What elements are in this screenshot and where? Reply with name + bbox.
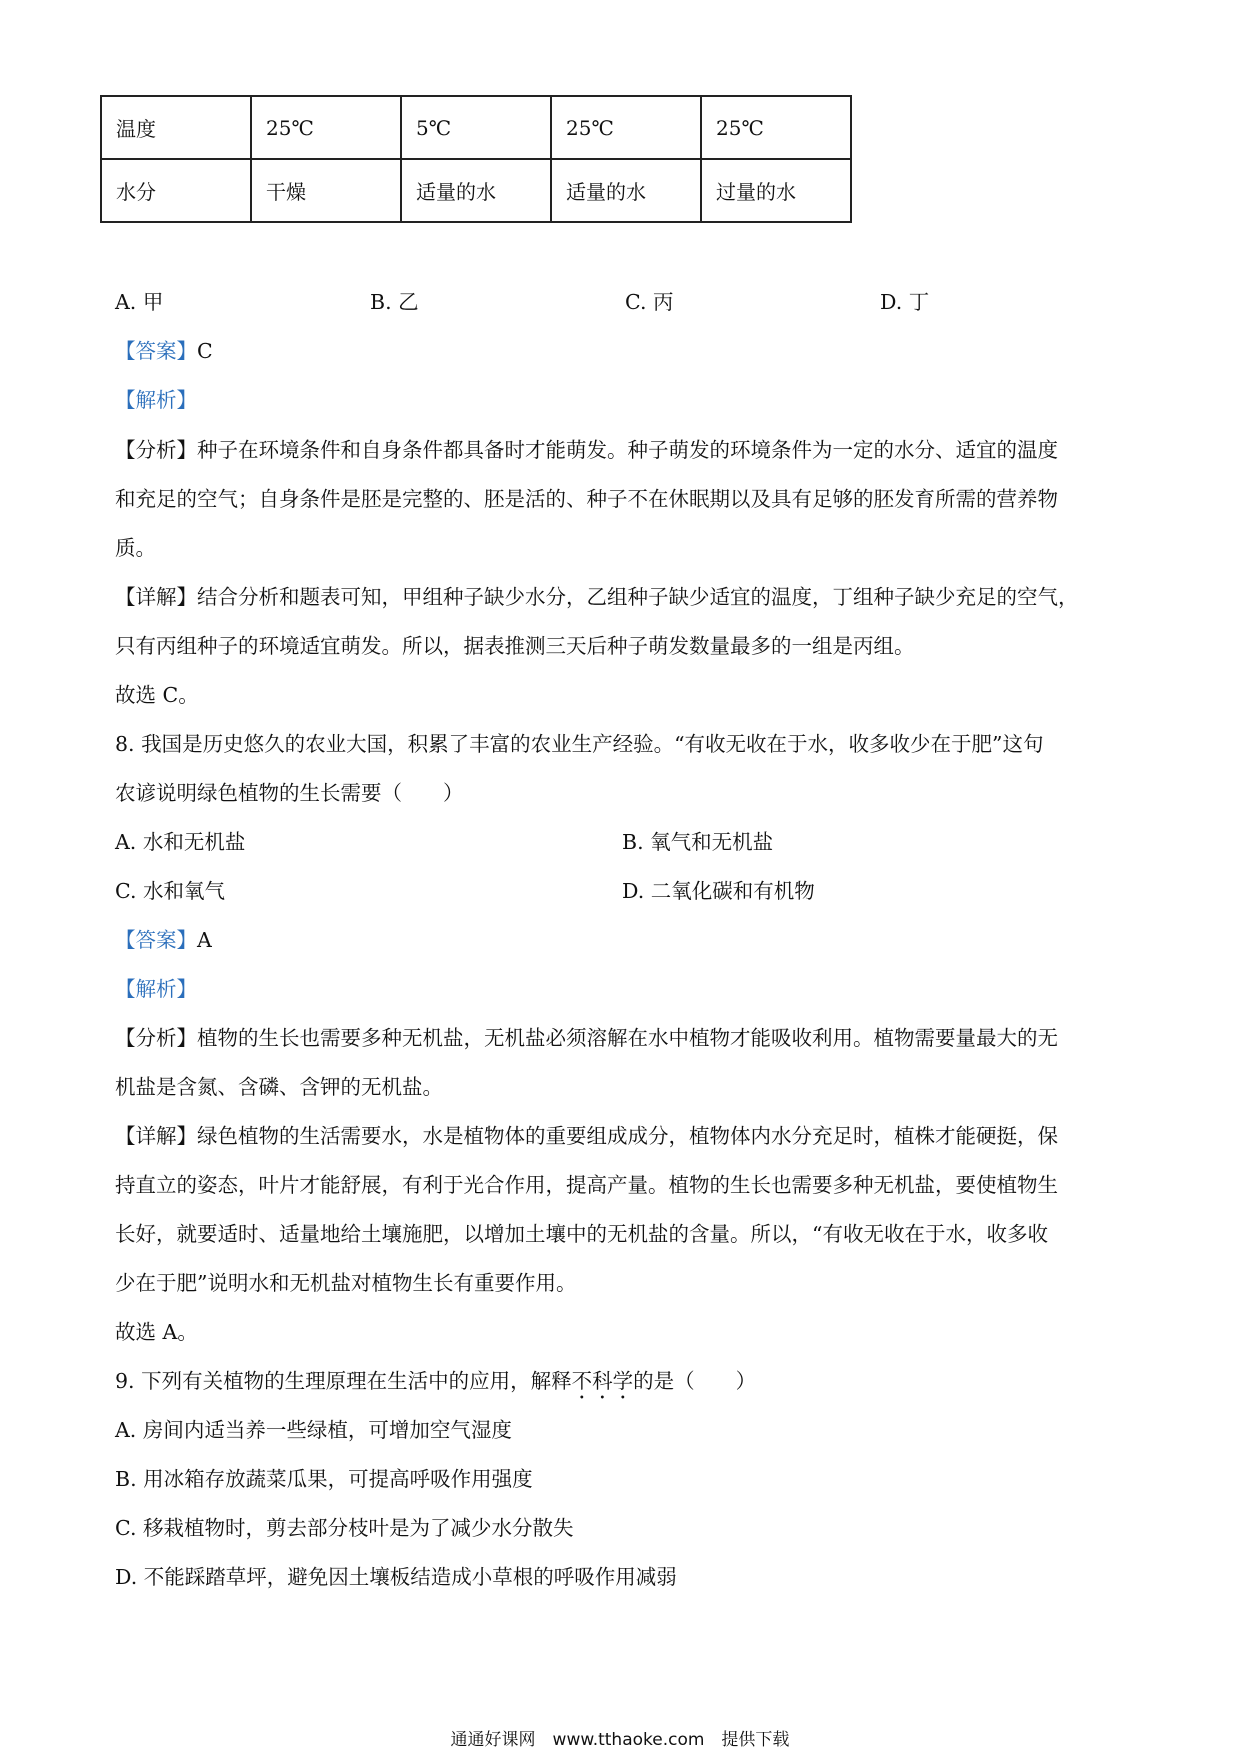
q8-xiangjie-line-3: 长好，就要适时、适量地给土壤施肥，以增加土壤中的无机盐的含量。所以，“有收无收在于水，收多收 [115, 1222, 1048, 1246]
table-cell: 25℃ [251, 96, 401, 159]
answer-value: C [197, 339, 213, 363]
stem-text: 的是（ ） [633, 1369, 757, 1393]
q7-option-b: B. 乙 [370, 290, 419, 314]
answer-value: A [197, 928, 212, 952]
q9-option-c: C. 移栽植物时，剪去部分枝叶是为了减少水分散失 [115, 1516, 574, 1540]
paragraph-text: 绿色植物的生活需要水，水是植物体的重要组成成分，植物体内水分充足时，植株才能硬挺，保 [197, 1124, 1058, 1148]
q8-stem-line-1: 8. 我国是历史悠久的农业大国，积累了丰富的农业生产经验。“有收无收在于水，收多收少在于肥”这句 [115, 732, 1044, 756]
q9-option-d: D. 不能踩踏草坪，避免因土壤板结造成小草根的呼吸作用减弱 [115, 1565, 677, 1589]
q8-option-a: A. 水和无机盐 [115, 830, 246, 854]
paragraph-text: 结合分析和题表可知，甲组种子缺少水分，乙组种子缺少适宜的温度，丁组种子缺少充足的空气， [197, 585, 1079, 609]
fenxi-tag: 【分析】 [115, 438, 197, 462]
q9-option-b: B. 用冰箱存放蔬菜瓜果，可提高呼吸作用强度 [115, 1467, 533, 1491]
q8-xiangjie-line-4: 少在于肥”说明水和无机盐对植物生长有重要作用。 [115, 1271, 577, 1295]
germination-conditions-table [100, 95, 852, 223]
table-cell: 适量的水 [551, 159, 701, 222]
q7-xiangjie-line-2: 只有丙组种子的环境适宜萌发。所以，据表推测三天后种子萌发数量最多的一组是丙组。 [115, 634, 915, 658]
q9-stem [115, 1366, 756, 1404]
q8-stem-line-2: 农谚说明绿色植物的生长需要（ ） [115, 781, 464, 805]
paragraph-text: 种子在环境条件和自身条件都具备时才能萌发。种子萌发的环境条件为一定的水分、适宜的温度 [197, 438, 1058, 462]
answer-tag: 【答案】 [115, 928, 197, 952]
q7-fenxi-line-1 [115, 435, 1058, 465]
answer-tag: 【答案】 [115, 339, 197, 363]
stem-text: 9. 下列有关植物的生理原理在生活中的应用，解释 [115, 1369, 572, 1393]
table-cell: 25℃ [551, 96, 701, 159]
table-cell: 25℃ [701, 96, 851, 159]
q7-conclusion: 故选 C。 [115, 683, 199, 707]
q7-xiangjie-line-1 [115, 582, 1079, 612]
q9-option-a: A. 房间内适当养一些绿植，可增加空气湿度 [115, 1418, 512, 1442]
q8-xiangjie-line-2: 持直立的姿态，叶片才能舒展，有利于光合作用，提高产量。植物的生长也需要多种无机盐，要使植物生 [115, 1173, 1058, 1197]
q7-option-c: C. 丙 [625, 290, 674, 314]
emphasis-text: 不科学 [571, 1369, 634, 1393]
table-row-label: 温度 [101, 96, 251, 159]
table-cell: 过量的水 [701, 159, 851, 222]
table-cell: 适量的水 [401, 159, 551, 222]
q8-answer-line [115, 925, 212, 955]
q7-option-d: D. 丁 [880, 290, 930, 314]
q7-fenxi-line-2: 和充足的空气；自身条件是胚是完整的、胚是活的、种子不在休眠期以及具有足够的胚发育所需的营养物 [115, 487, 1058, 511]
q7-answer-line [115, 336, 213, 366]
page-footer: 通通好课网 www.tthaoke.com 提供下载 [450, 1730, 790, 1750]
q8-conclusion: 故选 A。 [115, 1320, 198, 1344]
table-cell: 5℃ [401, 96, 551, 159]
q8-option-c: C. 水和氧气 [115, 879, 225, 903]
xiangjie-tag: 【详解】 [115, 1124, 197, 1148]
xiangjie-tag: 【详解】 [115, 585, 197, 609]
q8-fenxi-line-2: 机盐是含氮、含磷、含钾的无机盐。 [115, 1075, 443, 1099]
fenxi-tag: 【分析】 [115, 1026, 197, 1050]
table-cell: 干燥 [251, 159, 401, 222]
paragraph-text: 植物的生长也需要多种无机盐，无机盐必须溶解在水中植物才能吸收利用。植物需要量最大的无 [197, 1026, 1058, 1050]
q8-option-b: B. 氧气和无机盐 [622, 830, 774, 854]
q7-option-a: A. 甲 [115, 290, 164, 314]
q7-fenxi-line-3: 质。 [115, 536, 156, 560]
q8-fenxi-line-1 [115, 1023, 1058, 1053]
table-row [101, 96, 851, 159]
q7-analysis-tag: 【解析】 [115, 388, 197, 412]
q8-option-d: D. 二氧化碳和有机物 [622, 879, 815, 903]
q8-analysis-tag: 【解析】 [115, 977, 197, 1001]
table-row [101, 159, 851, 222]
q8-xiangjie-line-1 [115, 1121, 1058, 1151]
table-row-label: 水分 [101, 159, 251, 222]
